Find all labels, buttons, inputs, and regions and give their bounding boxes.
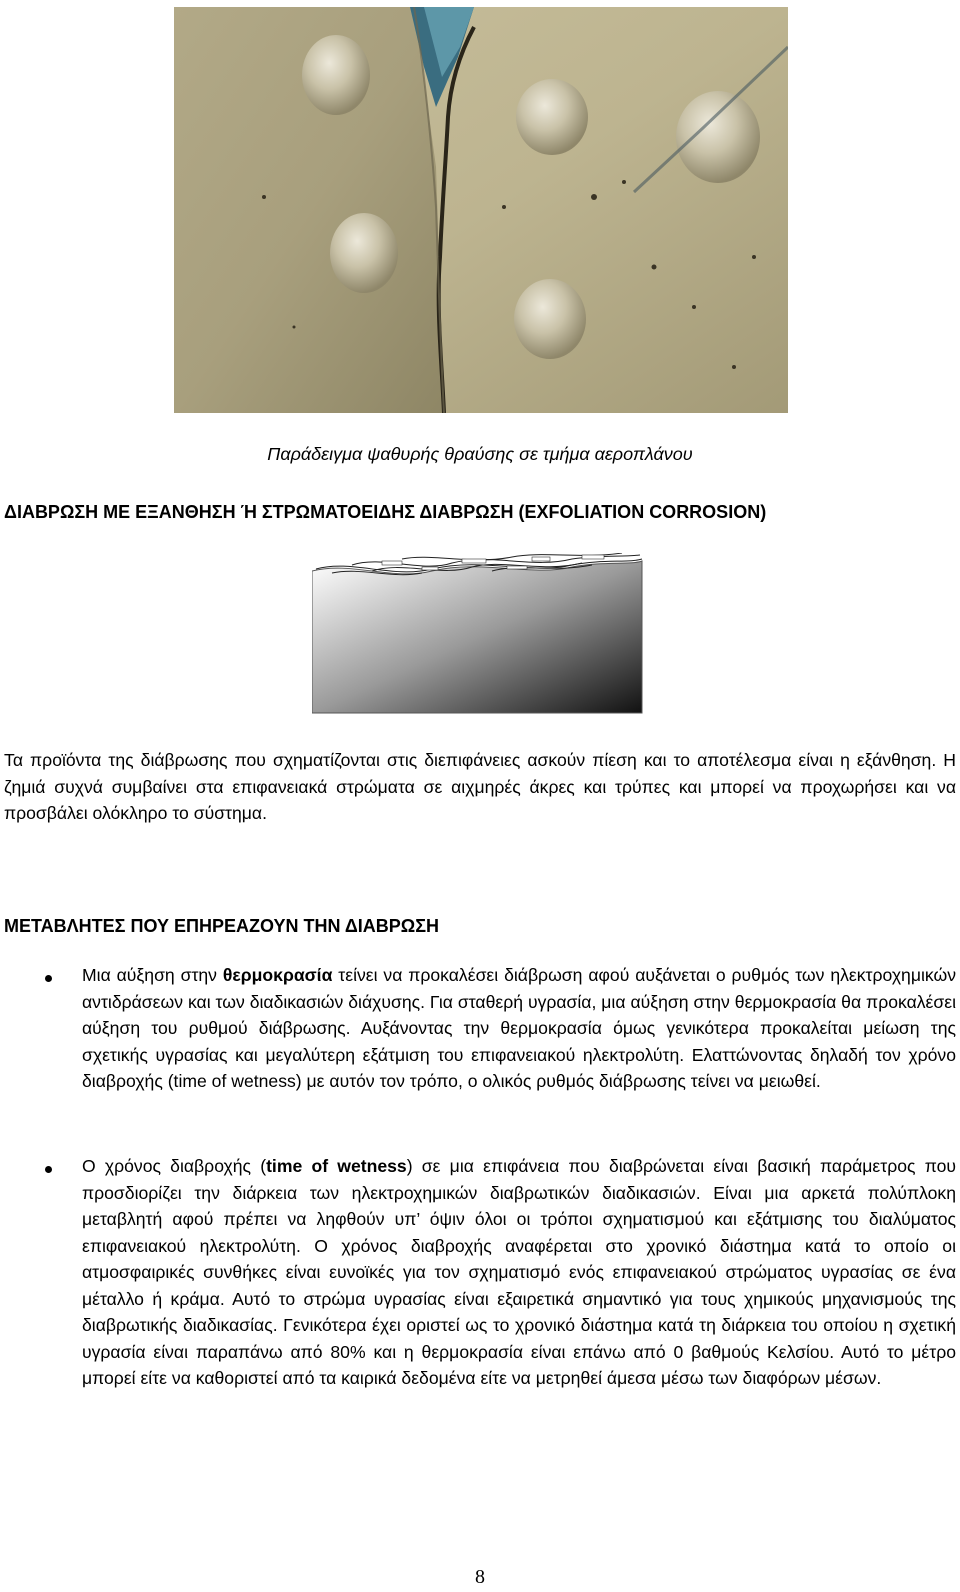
section-heading-exfoliation: ΔΙΑΒΡΩΣΗ ΜΕ ΕΞΑΝΘΗΣΗ Ή ΣΤΡΩΜΑΤΟΕΙΔΗΣ ΔΙΑΒΡΩΣΗ (EXFOLIATION CORROSION)	[4, 502, 767, 522]
figure-caption: Παράδειγμα ψαθυρής θραύσης σε τμήμα αεροπλάνου	[267, 444, 693, 464]
exfoliation-paragraph: Τα προϊόντα της διάβρωσης που σχηματίζονται στις διεπιφάνειες ασκούν πίεση και το αποτέλεσμα είναι η εξάνθηση. Η ζημιά συχνά συμβαίνει στα επιφανειακά στρώματα σε αιχμηρές άκρες και τρύπες και μπορεί να προχωρήσει και να προσβάλει ολόκληρο το σύστημα.	[4, 750, 956, 823]
bullet-icon	[45, 1166, 52, 1173]
bullet-time-of-wetness	[82, 1153, 956, 1392]
bullet-icon	[45, 975, 52, 982]
bullet-temperature-post: τείνει να προκαλέσει διάβρωση αφού αυξάνεται ο ρυθμός των ηλεκτροχημικών αντιδράσεων και των διαδικασιών διάχυσης. Για σταθερή υγρασία, μια αύξηση στην θερμοκρασία θα προκαλέσει αύξηση του ρυθμού διάβρωσης. Αυξάνοντας την θερμοκρασία όμως γενικότερα προκαλείται μείωση της σχετικής υγρασίας και μεγαλύτερη εξάτμιση του επιφανειακού ηλεκτρολύτη. Ελαττώνοντας δηλαδή τον χρόνο διαβροχής (time of wetness) με αυτόν τον τρόπο, ο ολικός ρυθμός διάβρωσης τείνει να μειωθεί.	[82, 965, 957, 1091]
bullet-temperature-pre: Μια αύξηση στην	[82, 965, 223, 985]
fracture-photo	[174, 7, 788, 413]
bullet-wetness-pre: Ο χρόνος διαβροχής (	[82, 1156, 267, 1176]
section-heading-variables: ΜΕΤΑΒΛΗΤΕΣ ΠΟΥ ΕΠΗΡΕΑΖΟΥΝ ΤΗΝ ΔΙΑΒΡΩΣΗ	[4, 916, 439, 936]
bullet-wetness-bold: time of wetness	[266, 1156, 407, 1176]
bullet-temperature-bold: θερμοκρασία	[222, 965, 333, 985]
bullet-wetness-post: ) σε μια επιφάνεια που διαβρώνεται είναι βασική παράμετρος που προσδιορίζει την διάρκεια των ηλεκτροχημικών διαβρωτικών διαδικασιών. Είναι μια αρκετά πολύπλοκη μεταβλητή αφού πρέπει να ληφθούν υπ’ όψιν όλοι οι τρόποι σχηματισμού και εξάτμισης του διαλύματος επιφανειακού ηλεκτρολύτη. Ο χρόνος διαβροχής αναφέρεται στο χρονικό διάστημα κατά το οποίο οι ατμοσφαιρικές συνθήκες είναι ευνοϊκές για τον σχηματισμό ενός επιφανειακού στρώματος υγρασίας σε ένα μέταλλο ή κράμα. Αυτό το στρώμα υγρασίας είναι εξαιρετικά σημαντικό για τους χημικούς μηχανισμούς της διαβρωτικής διαδικασίας. Γενικότερα έχει οριστεί ως το χρονικό διάστημα κατά τη διάρκεια του οποίου η σχετική υγρασία είναι παραπάνω από 80% και η θερμοκρασία είναι επάνω από 0 βαθμούς Κελσίου. Αυτό το μέτρο μπορεί είτε να καθοριστεί από τα καιρικά δεδομένα είτε να μετρηθεί άμεσα μέσω των διαφόρων μέσων.	[82, 1156, 956, 1388]
page-number: 8	[475, 1566, 485, 1588]
bullet-temperature	[82, 962, 956, 1095]
exfoliation-diagram	[312, 553, 652, 723]
